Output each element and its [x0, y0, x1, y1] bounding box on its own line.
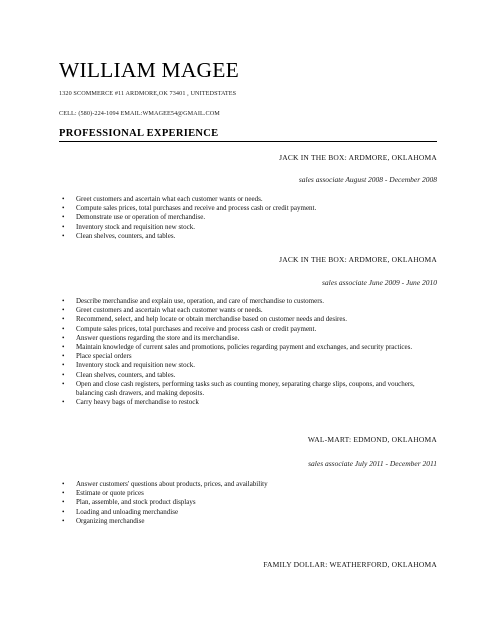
list-item: • Greet customers and ascertain what each customer wants or needs.	[62, 306, 434, 315]
list-item: • Recommend, select, and help locate or obtain merchandise based on customer needs and desires.	[62, 315, 434, 324]
candidate-name: WILLIAM MAGEE	[59, 58, 239, 82]
employer-heading: WAL-MART: EDMOND, OKLAHOMA	[307, 435, 437, 444]
list-item: • Compute sales prices, total purchases and receive and process cash or credit payment.	[62, 204, 434, 213]
list-item: • Answer customers' questions about products, prices, and availability	[62, 480, 434, 489]
list-item: • Answer questions regarding the store and its merchandise.	[62, 334, 434, 343]
job-role-dates: sales associate July 2011 - December 2011	[308, 459, 437, 468]
list-item: • Describe merchandise and explain use, operation, and care of merchandise to customers.	[62, 297, 434, 306]
duties-list	[62, 297, 434, 407]
address-line: 1320 SCOMMERCE #11 ARDMORE,OK 73401 , UNITEDSTATES	[59, 90, 237, 97]
list-item: • Place special orders	[62, 352, 434, 361]
list-item: • Greet customers and ascertain what each customer wants or needs.	[62, 195, 434, 204]
contact-line: CELL: (580)-224-1094 EMAIL:WMAGEE54@GMAIL.COM	[59, 110, 220, 117]
list-item: • Demonstrate use or operation of merchandise.	[62, 213, 434, 222]
list-item: • Open and close cash registers, performing tasks such as counting money, separating charge slips, coupons, and vouchers, balancing cash drawers, and making deposits.	[62, 380, 434, 398]
job-role-dates: sales associate August 2008 - December 2008	[298, 175, 437, 184]
list-item: • Estimate or quote prices	[62, 489, 434, 498]
duties-list	[62, 195, 434, 241]
list-item: • Maintain knowledge of current sales and promotions, policies regarding payment and exchanges, and security practices.	[62, 343, 434, 352]
section-title: PROFESSIONAL EXPERIENCE	[59, 128, 219, 139]
employer-heading: JACK IN THE BOX: ARDMORE, OKLAHOMA	[279, 255, 437, 264]
list-item: • Loading and unloading merchandise	[62, 508, 434, 517]
list-item: • Organizing merchandise	[62, 517, 434, 526]
list-item: • Compute sales prices, total purchases and receive and process cash or credit payment.	[62, 325, 434, 334]
list-item: • Inventory stock and requisition new stock.	[62, 223, 434, 232]
employer-heading: FAMILY DOLLAR: WEATHERFORD, OKLAHOMA	[263, 560, 437, 569]
list-item: • Carry heavy bags of merchandise to restock	[62, 398, 434, 407]
duties-list	[62, 480, 434, 526]
job-role-dates: sales associate June 2009 - June 2010	[322, 278, 437, 287]
list-item: • Clean shelves, counters, and tables.	[62, 232, 434, 241]
employer-heading: JACK IN THE BOX: ARDMORE, OKLAHOMA	[279, 153, 437, 162]
list-item: • Inventory stock and requisition new stock.	[62, 361, 434, 370]
list-item: • Clean shelves, counters, and tables.	[62, 371, 434, 380]
section-divider	[59, 141, 437, 142]
list-item: • Plan, assemble, and stock product displays	[62, 498, 434, 507]
